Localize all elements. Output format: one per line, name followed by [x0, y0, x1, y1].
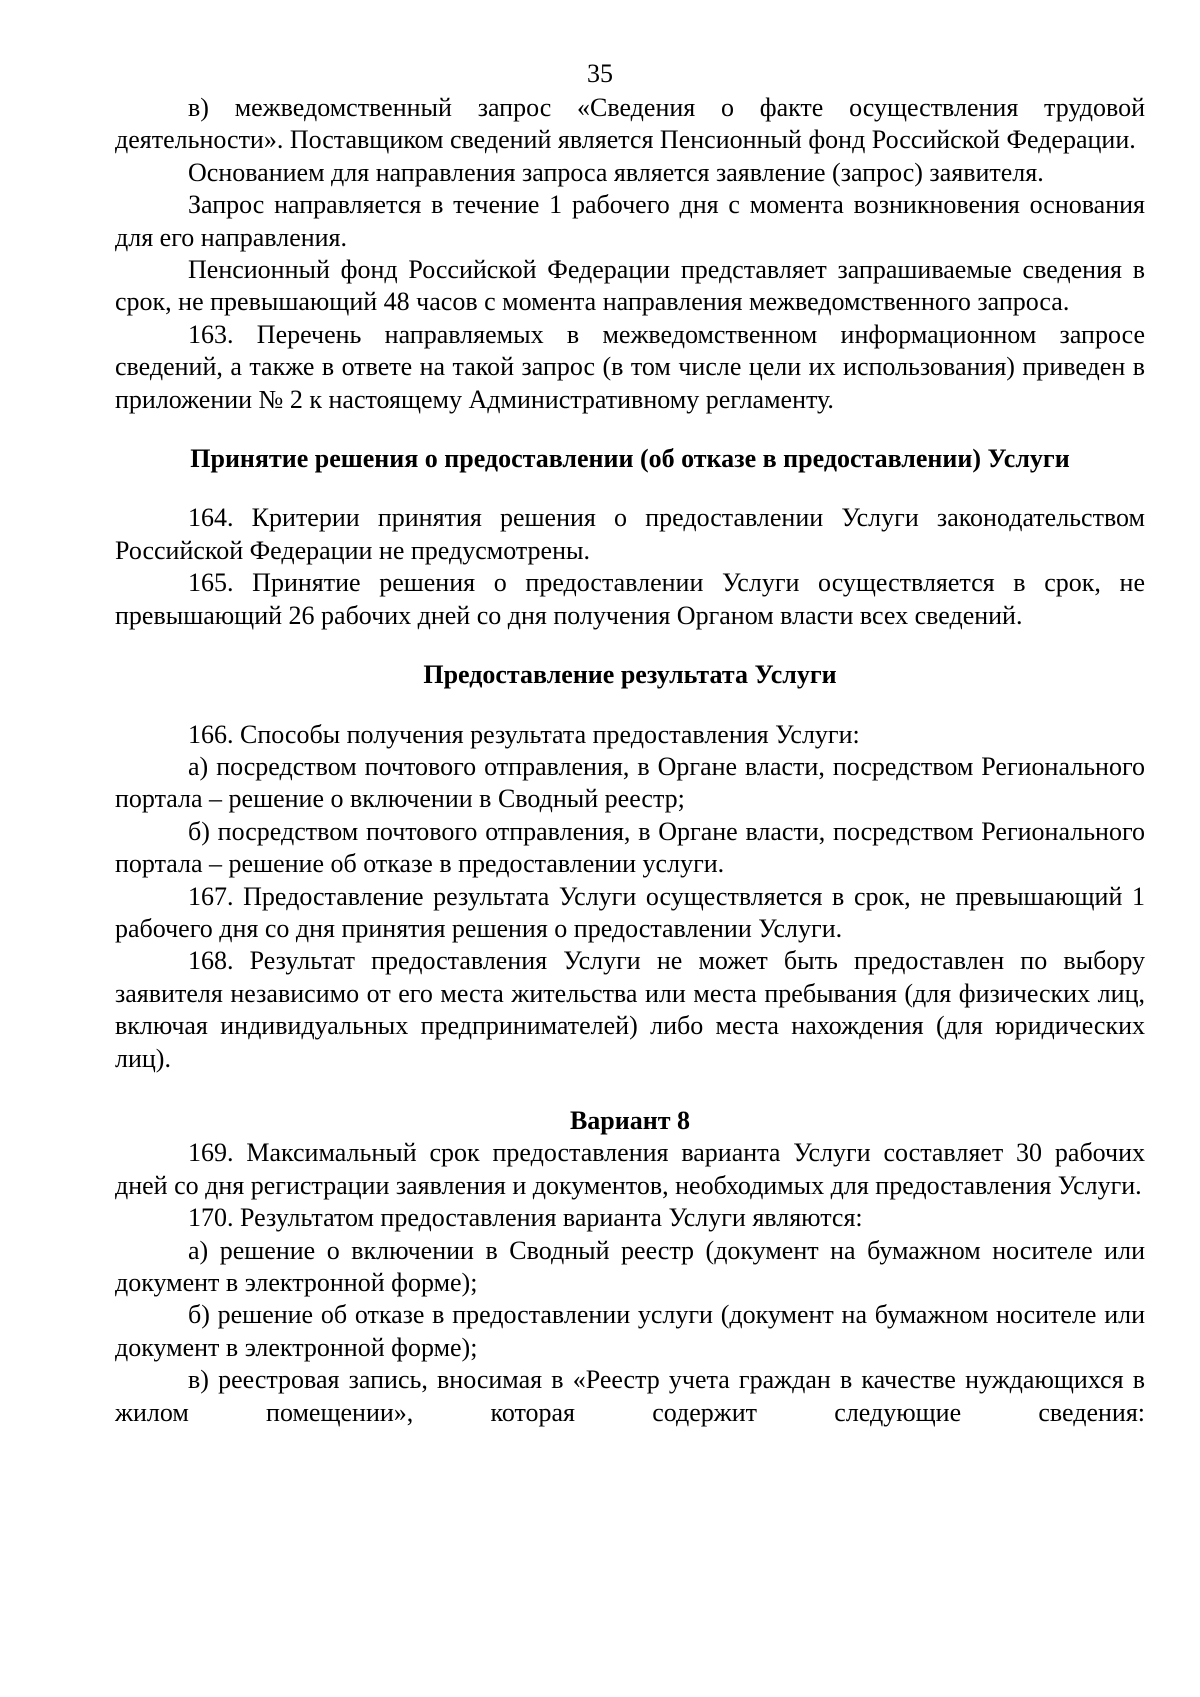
paragraph-pension-fund-response: Пенсионный фонд Российской Федерации представляет запрашиваемые сведения в срок, не превышающий 48 часов с момента направления межведомственного запроса. [115, 255, 1145, 317]
paragraph-170: 170. Результатом предоставления варианта Услуги являются: [188, 1203, 863, 1233]
page-number: 35 [587, 59, 613, 88]
paragraph-165: 165. Принятие решения о предоставлении Услуги осуществляется в срок, не превышающий 26 рабочих дней со дня получения Органом власти всех сведений. [115, 568, 1145, 630]
paragraph-interagency-request-v: в) межведомственный запрос «Сведения о факте осуществления трудовой деятельности». Поставщиком сведений является Пенсионный фонд Российской Федерации. [115, 93, 1145, 155]
paragraph-163: 163. Перечень направляемых в межведомственном информационном запросе сведений, а также в ответе на такой запрос (в том числе цели их использования) приведен в приложении № 2 к настоящему Административному регламенту. [115, 319, 1145, 414]
section-heading-decision: Принятие решения о предоставлении (об отказе в предоставлении) Услуги [190, 444, 1070, 474]
section-heading-result: Предоставление результата Услуги [423, 660, 837, 690]
paragraph-170-b: б) решение об отказе в предоставлении услуги (документ на бумажном носителе или документ в электронной форме); [115, 1300, 1145, 1362]
paragraph-166-a: а) посредством почтового отправления, в Органе власти, посредством Регионального портала – решение о включении в Сводный реестр; [115, 751, 1145, 814]
paragraph-request-timing: Запрос направляется в течение 1 рабочего дня с момента возникновения основания для его направления. [115, 190, 1145, 252]
document-body [115, 92, 1145, 1429]
section-heading-variant-8: Вариант 8 [569, 1105, 691, 1135]
paragraph-170-v: в) реестровая запись, вносимая в «Реестр учета граждан в качестве нуждающихся в жилом помещении», которая содержит следующие сведения: [115, 1365, 1145, 1427]
paragraph-167: 167. Предоставление результата Услуги осуществляется в срок, не превышающий 1 рабочего дня со дня принятия решения о предоставлении Услуги. [115, 881, 1145, 943]
paragraph-168: 168. Результат предоставления Услуги не может быть предоставлен по выбору заявителя независимо от его места жительства или места пребывания (для физических лиц, включая индивидуальных предпринимателей) либо места нахождения (для юридических лиц). [115, 946, 1145, 1073]
paragraph-169: 169. Максимальный срок предоставления варианта Услуги составляет 30 рабочих дней со дня регистрации заявления и документов, необходимых для предоставления Услуги. [115, 1138, 1145, 1200]
paragraph-166: 166. Способы получения результата предоставления Услуги: [188, 719, 860, 749]
paragraph-request-basis: Основанием для направления запроса является заявление (запрос) заявителя. [188, 157, 1044, 187]
paragraph-166-b: б) посредством почтового отправления, в Органе власти, посредством Регионального портала – решение об отказе в предоставлении услуги. [115, 816, 1145, 879]
paragraph-170-a: а) решение о включении в Сводный реестр (документ на бумажном носителе или документ в электронной форме); [115, 1235, 1145, 1297]
paragraph-164: 164. Критерии принятия решения о предоставлении Услуги законодательством Российской Федерации не предусмотрены. [115, 503, 1145, 565]
